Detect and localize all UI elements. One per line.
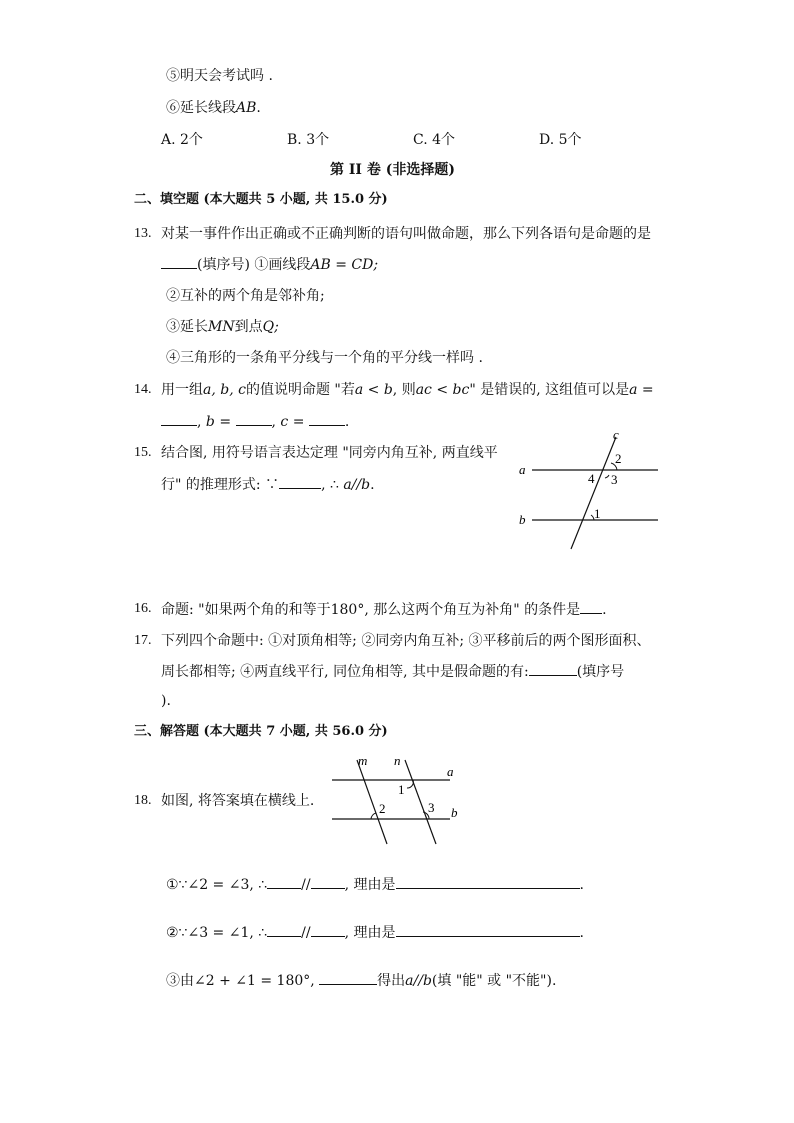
answer-blank[interactable] — [319, 970, 377, 985]
statement-6-var: AB — [236, 100, 257, 116]
q18-p3-b: 得出 — [377, 973, 406, 989]
q17-end: (填序号 — [576, 664, 625, 680]
q13-line2-math: AB = CD; — [310, 257, 379, 273]
q17-line1: 下列四个命题中: ①对顶角相等; ②同旁内角互补; ③平移前后的两个图形面积、 — [161, 633, 651, 649]
q18-p1-d: . — [579, 877, 584, 893]
q14-vars: a, b, c — [203, 382, 246, 398]
q13-opt3-math2: Q; — [262, 319, 279, 335]
label-b: b — [519, 512, 526, 527]
q13-opt3-mid: 到点 — [234, 319, 263, 335]
q18-part2 — [166, 922, 584, 943]
q17-line2 — [161, 661, 624, 682]
q14-text-a: 用一组 — [161, 382, 203, 398]
choice-d[interactable]: D. 5个 — [539, 132, 582, 148]
answer-blank[interactable] — [161, 254, 197, 269]
angle-label-1: 1 — [398, 782, 405, 797]
choice-b[interactable]: B. 3个 — [287, 132, 330, 148]
q18-p1-c: , 理由是 — [344, 877, 396, 893]
line-c — [571, 437, 616, 549]
q13-line1: 对某一事件作出正确或不正确判断的语句叫做命题，那么下列各语句是命题的是 — [161, 226, 651, 242]
q16-end: . — [602, 602, 607, 618]
q14-text-c: 的值说明命题 "若 — [245, 382, 355, 398]
q14-math-d: a < b — [354, 382, 393, 398]
q14-math-c: c = — [280, 414, 305, 430]
answer-blank-2[interactable] — [311, 874, 345, 889]
label-m: m — [358, 753, 368, 768]
answer-blank-reason[interactable] — [396, 922, 580, 937]
q15-line2 — [161, 474, 375, 495]
section-fill-in-heading: 二、填空题 (本大题共 5 小题, 共 15.0 分) — [134, 192, 388, 207]
q18-p2-b: // — [301, 925, 311, 941]
q18-p2-a: ②∵∠3 = ∠1, ∴ — [166, 925, 268, 941]
transversal-figure — [325, 752, 470, 847]
q18-p2-c: , 理由是 — [344, 925, 396, 941]
angle-label-4: 4 — [588, 471, 595, 486]
question-number: 16. — [134, 601, 152, 616]
choice-a[interactable]: A. 2个 — [161, 132, 203, 148]
answer-blank[interactable] — [580, 599, 602, 614]
q13-option-4: ④三角形的一条角平分线与一个角的平分线一样吗 . — [166, 350, 483, 366]
q14-line2: , b = , c = . — [161, 411, 349, 432]
statement-5: ⑤明天会考试吗 . — [166, 68, 273, 84]
answer-blank-1[interactable] — [267, 922, 301, 937]
label-c: c — [613, 427, 619, 442]
q14-text-g: " 是错误的, 这组值可以是 — [469, 382, 630, 398]
q18-text: 如图, 将答案填在横线上. — [161, 793, 315, 809]
choice-c[interactable]: C. 4个 — [413, 132, 456, 148]
question-number: 18. — [134, 793, 152, 808]
label-n: n — [394, 753, 401, 768]
q13-line2-text: (填序号) ①画线段 — [197, 257, 311, 273]
angle-label-3: 3 — [428, 800, 435, 815]
q14-math-f: ac < bc — [415, 382, 470, 398]
q16-text: 命题: "如果两个角的和等于180°, 那么这两个角互为补角" 的条件是 — [161, 602, 581, 618]
statement-6 — [166, 98, 261, 118]
section-answer-heading: 三、解答题 (本大题共 7 小题, 共 56.0 分) — [134, 724, 388, 739]
answer-blank-c[interactable] — [309, 411, 345, 426]
q18-p2-d: . — [579, 925, 584, 941]
q13-opt3-prefix: ③延长 — [166, 319, 208, 335]
angle-arc-3 — [605, 475, 609, 478]
q15-text-a: 行" 的推理形式: ∵ — [161, 477, 280, 493]
answer-blank-reason[interactable] — [396, 874, 580, 889]
q15-text-d: . — [370, 477, 375, 493]
question-number: 15. — [134, 445, 152, 460]
answer-blank-2[interactable] — [311, 922, 345, 937]
question-number: 17. — [134, 633, 152, 648]
question-number: 14. — [134, 382, 152, 397]
q14-math-b: b = — [205, 414, 232, 430]
q18-p1-a: ①∵∠2 = ∠3, ∴ — [166, 877, 268, 893]
q18-part3 — [166, 970, 556, 991]
label-a: a — [447, 764, 454, 779]
q18-p3-a: ③由∠2 + ∠1 = 180°, — [166, 973, 315, 989]
statement-6-suffix: . — [256, 100, 261, 116]
q17-line3: ). — [161, 693, 171, 709]
answer-blank[interactable] — [279, 474, 321, 489]
angle-label-1: 1 — [594, 506, 601, 521]
answer-blank[interactable] — [529, 661, 577, 676]
q17-text: 周长都相等; ④两直线平行, 同位角相等, 其中是假命题的有: — [161, 664, 529, 680]
angle-label-2: 2 — [379, 801, 386, 816]
q13-option-2: ②互补的两个角是邻补角; — [166, 288, 325, 304]
label-a: a — [519, 462, 526, 477]
q13-line2 — [161, 254, 378, 275]
angle-label-3: 3 — [611, 472, 618, 487]
answer-blank-b[interactable] — [236, 411, 272, 426]
q15-text-b: , ∴ — [321, 477, 339, 493]
q14-math-h: a = — [629, 382, 654, 398]
label-b: b — [451, 805, 458, 820]
q15-line1: 结合图, 用符号语言表达定理 "同旁内角互补, 两直线平 — [161, 445, 498, 461]
q18-p3-d: (填 "能" 或 "不能"). — [431, 973, 557, 989]
statement-6-prefix: ⑥延长线段 — [166, 100, 236, 116]
angle-label-2: 2 — [615, 451, 622, 466]
q14-line1 — [161, 380, 654, 400]
q13-opt3-math: MN — [208, 319, 235, 335]
part-title: 第 II 卷 (非选择题) — [330, 162, 455, 178]
q15-math: a//b — [343, 477, 371, 493]
parallel-lines-figure — [510, 425, 670, 555]
q16-line — [161, 599, 607, 620]
q18-p1-b: // — [301, 877, 311, 893]
q14-text-e: , 则 — [392, 382, 416, 398]
answer-blank-1[interactable] — [267, 874, 301, 889]
question-number: 13. — [134, 226, 152, 241]
q13-option-3 — [166, 317, 279, 337]
answer-blank-a[interactable] — [161, 411, 197, 426]
q18-p3-math: a//b — [405, 973, 432, 989]
angle-arc-2 — [371, 813, 376, 819]
q18-part1 — [166, 874, 584, 895]
